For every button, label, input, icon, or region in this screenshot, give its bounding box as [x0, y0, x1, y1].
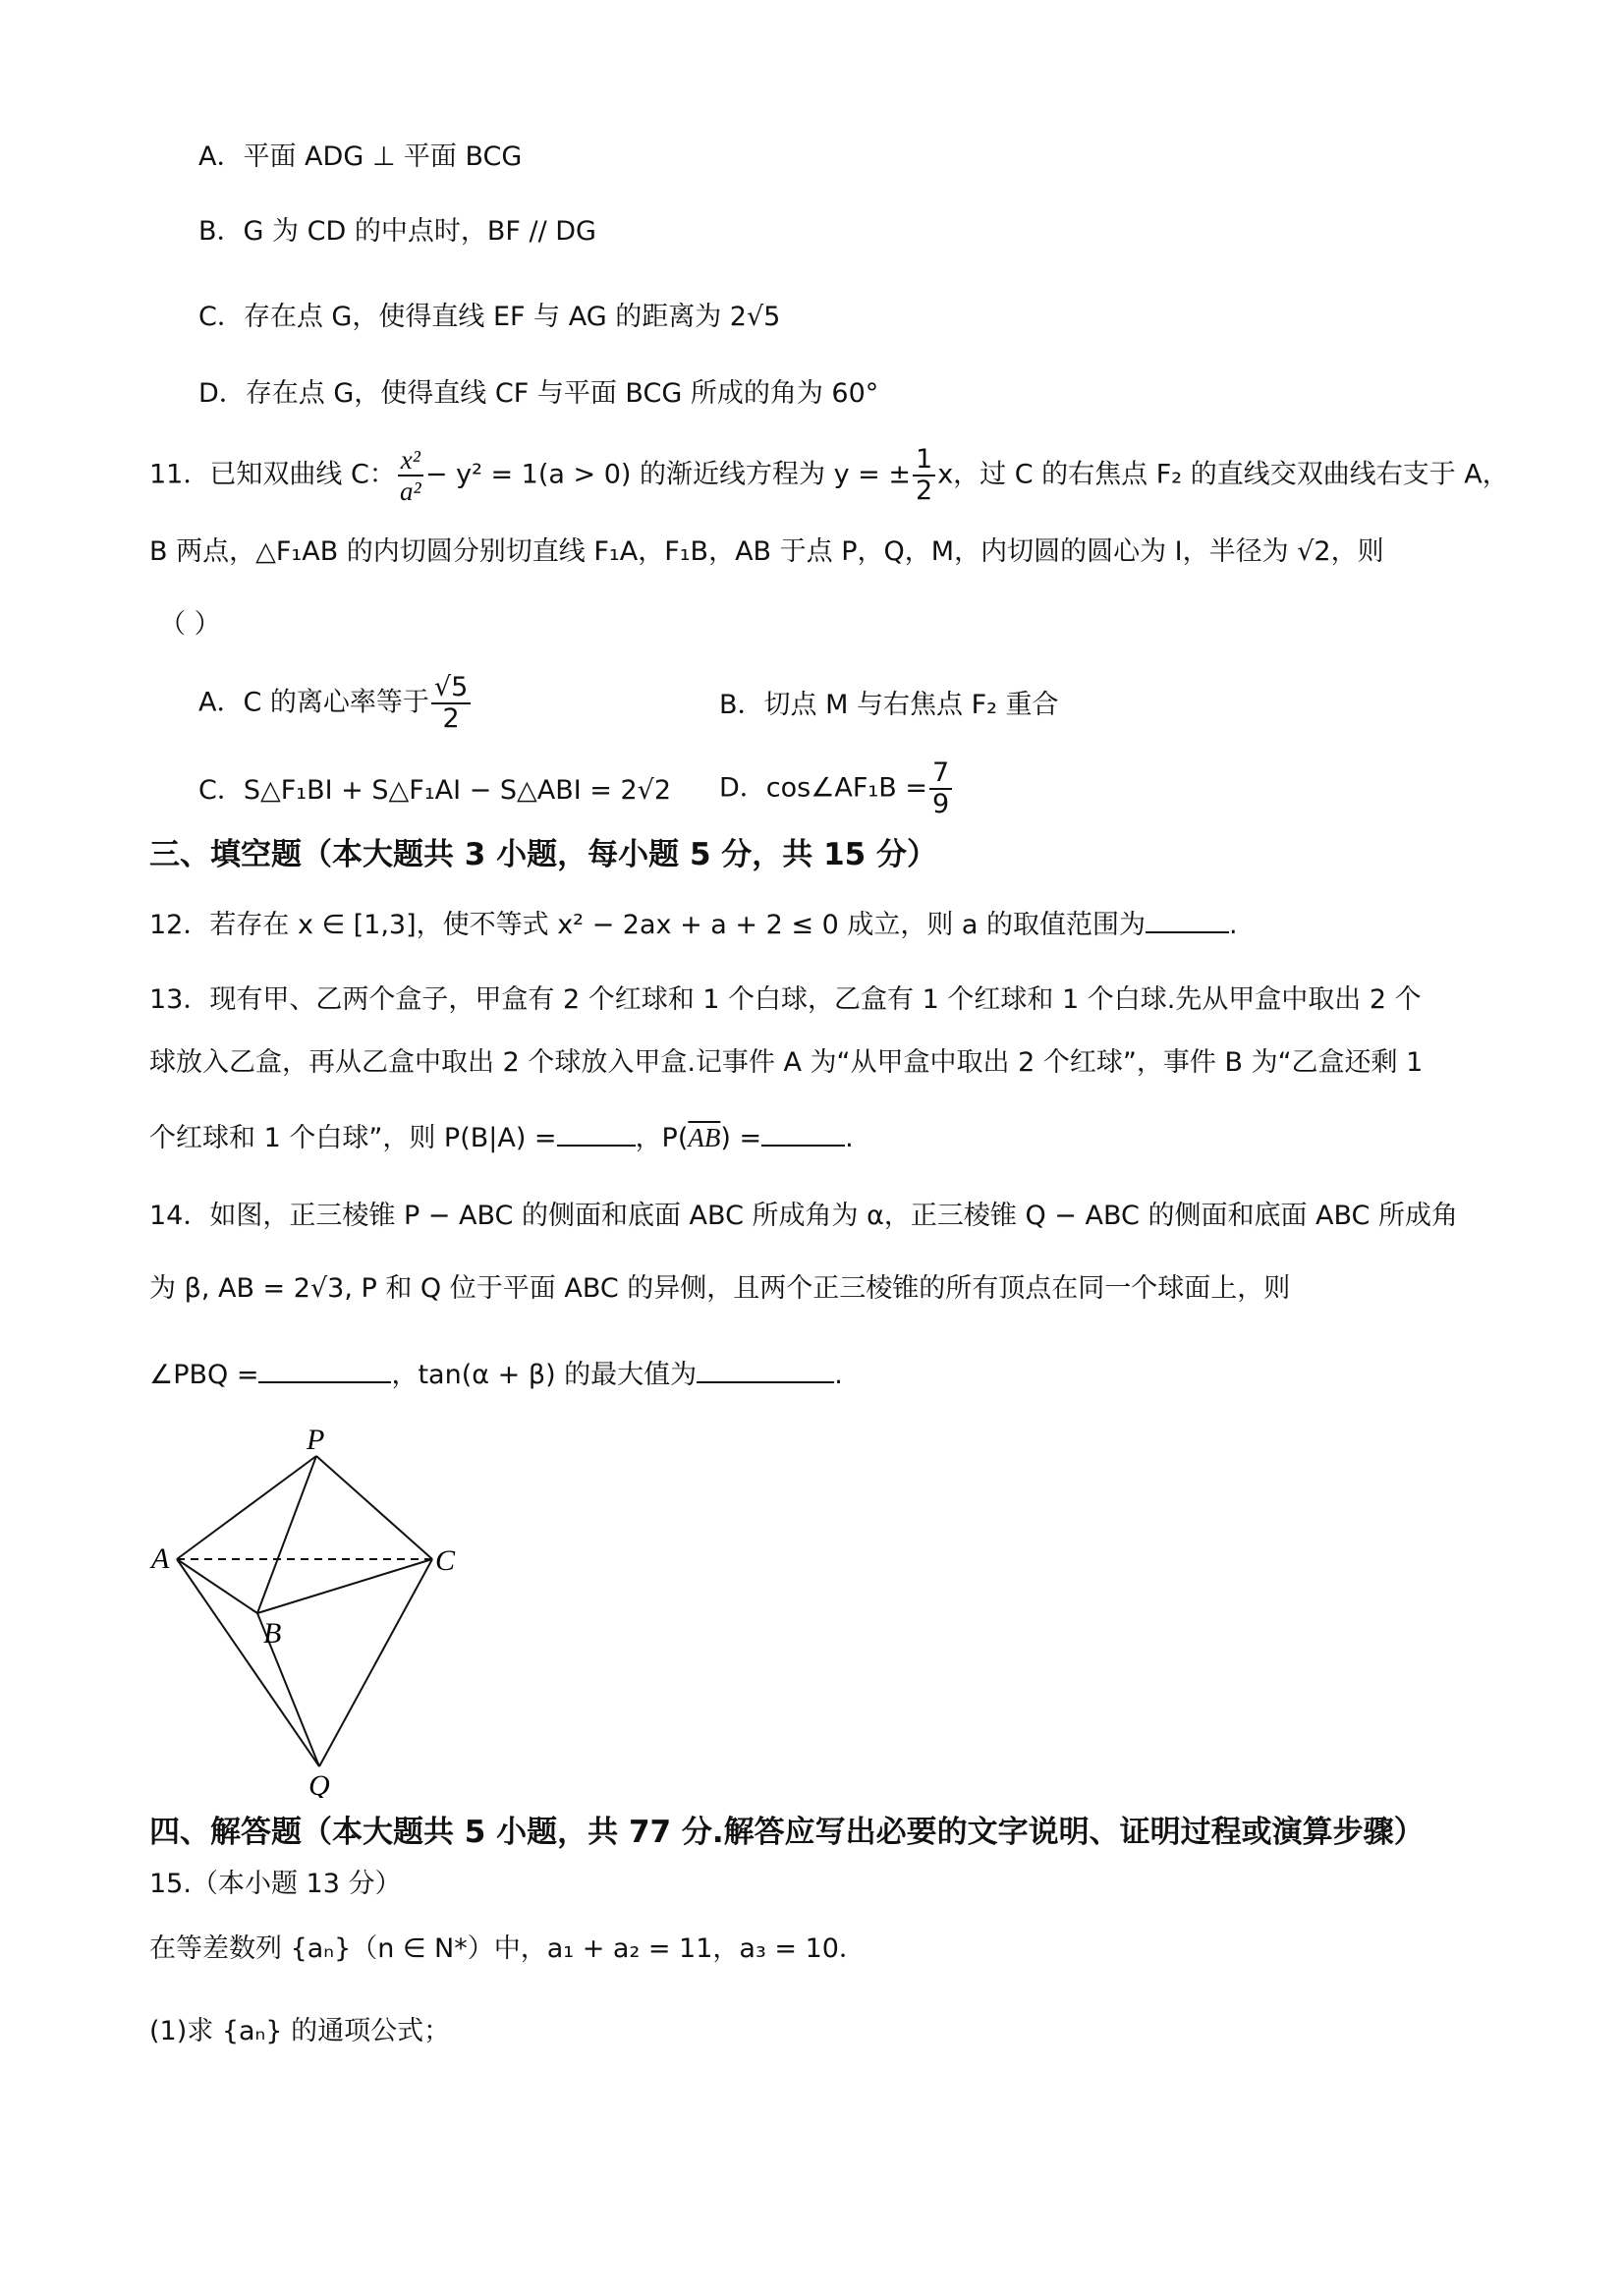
q11-option-c: C．S△F₁BI + S△F₁AI − S△ABI = 2√2: [198, 775, 672, 806]
q11-line1: [149, 445, 1509, 506]
q11-option-a: [198, 673, 473, 734]
q11-half-den: 2: [916, 476, 933, 506]
q15-stem: 在等差数列 {aₙ}（n ∈ N*）中，a₁ + a₂ = 11，a₃ = 10．: [149, 1933, 866, 1964]
q13-overline-ab: $\overline{AB}$: [688, 1123, 721, 1152]
q11-line3: （ ）: [159, 609, 221, 640]
label-q: Q: [308, 1769, 330, 1798]
option-b: B．G 为 CD 的中点时，BF // DG: [198, 216, 596, 247]
q11-option-a-fraction: [431, 673, 471, 734]
q11-option-d-fraction: [929, 758, 952, 819]
label-a: A: [151, 1542, 170, 1575]
q11-line1-mid: − y² = 1(a > 0) 的渐近线方程为 y = ±: [424, 459, 911, 490]
label-p: P: [307, 1425, 325, 1456]
q14-answer-blank-2[interactable]: [697, 1381, 834, 1383]
q14-line2: 为 β, AB = 2√3, P 和 Q 位于平面 ABC 的异侧，且两个正三棱锥的所有顶点在同一个球面上，则: [149, 1273, 1291, 1304]
q13-line1: 13．现有甲、乙两个盒子，甲盒有 2 个红球和 1 个白球，乙盒有 1 个红球和 1 个白球.先从甲盒中取出 2 个: [149, 984, 1422, 1015]
q11-option-d-den: 9: [931, 789, 950, 819]
q14-line1: 14．如图，正三棱锥 P − ABC 的侧面和底面 ABC 所成角为 α，正三棱锥 Q − ABC 的侧面和底面 ABC 所成角: [149, 1201, 1458, 1231]
edge-aq: [177, 1559, 319, 1766]
q11-option-a-den: 2: [442, 703, 460, 734]
q11-line1-pre: 11．已知双曲线 C：: [149, 459, 396, 490]
q11-frac-den: a²: [400, 476, 421, 506]
q12-text: 12．若存在 x ∈ [1,3]，使不等式 x² − 2ax + a + 2 ≤ 0 成立，则 a 的取值范围为: [149, 910, 1147, 940]
q12-answer-blank[interactable]: [1146, 931, 1229, 933]
q15-part1: (1)求 {aₙ} 的通项公式；: [149, 2016, 451, 2046]
edge-pa: [177, 1456, 316, 1559]
q14-line3-end: .: [834, 1360, 843, 1390]
q13-line3-end: .: [845, 1123, 854, 1153]
q11-fraction-x2-a2: [398, 445, 423, 506]
edge-bc: [257, 1559, 432, 1613]
q15-header: 15.（本小题 13 分）: [149, 1869, 402, 1899]
q11-fraction-half: [913, 445, 935, 506]
section-3-title: 三、填空题（本大题共 3 小题，每小题 5 分，共 15 分）: [149, 837, 938, 872]
q14-answer-blank-1[interactable]: [258, 1381, 391, 1383]
q13-answer-blank-2[interactable]: [761, 1145, 845, 1147]
q13-answer-blank-1[interactable]: [557, 1145, 636, 1147]
q11-option-d-num: 7: [929, 758, 952, 790]
q14-line3-mid: ，tan(α + β) 的最大值为: [391, 1360, 698, 1390]
q11-option-d-pre: D．cos∠AF₁B =: [719, 772, 927, 804]
edge-pb: [257, 1456, 316, 1613]
q13-line3-post: ) =: [720, 1123, 762, 1153]
pyramid-diagram: [147, 1425, 472, 1798]
option-d: D．存在点 G，使得直线 CF 与平面 BCG 所成的角为 60°: [198, 378, 879, 409]
q13-line3: [149, 1118, 854, 1158]
q11-option-a-pre: A．C 的离心率等于: [198, 687, 429, 718]
option-a: A．平面 ADG ⊥ 平面 BCG: [198, 141, 523, 172]
q11-option-b: B．切点 M 与右焦点 F₂ 重合: [719, 690, 1059, 720]
q11-line2: B 两点，△F₁AB 的内切圆分别切直线 F₁A，F₁B，AB 于点 P，Q，M，内切圆的圆心为 I，半径为 √2，则: [149, 536, 1384, 567]
edge-pc: [316, 1456, 432, 1559]
section-4-title: 四、解答题（本大题共 5 小题，共 77 分.解答应写出必要的文字说明、证明过程或演算步骤）: [149, 1815, 1425, 1850]
q13-line3-pre: 个红球和 1 个白球”，则 P(B|A) =: [149, 1123, 557, 1153]
q14-line3: [149, 1356, 843, 1395]
q11-frac-num: x²: [398, 445, 423, 476]
q13-line2: 球放入乙盒，再从乙盒中取出 2 个球放入甲盒.记事件 A 为“从甲盒中取出 2 个红球”，事件 B 为“乙盒还剩 1: [149, 1047, 1424, 1078]
q11-option-d: [719, 758, 954, 819]
edge-cq: [319, 1559, 432, 1766]
q12-end: .: [1229, 910, 1238, 940]
label-c: C: [435, 1544, 456, 1577]
q11-option-a-num: √5: [431, 673, 471, 704]
option-c: C．存在点 G，使得直线 EF 与 AG 的距离为 2√5: [198, 302, 781, 332]
label-b: B: [263, 1617, 282, 1650]
q12-line: [149, 906, 1238, 945]
edge-ab: [177, 1559, 257, 1613]
q13-line3-mid: ，P(: [635, 1123, 689, 1153]
q11-line1-post: x，过 C 的右焦点 F₂ 的直线交双曲线右支于 A，: [937, 459, 1509, 490]
pyramid-figure: [147, 1425, 472, 1798]
q14-line3-pre: ∠PBQ =: [149, 1360, 259, 1390]
q11-half-num: 1: [913, 445, 935, 476]
